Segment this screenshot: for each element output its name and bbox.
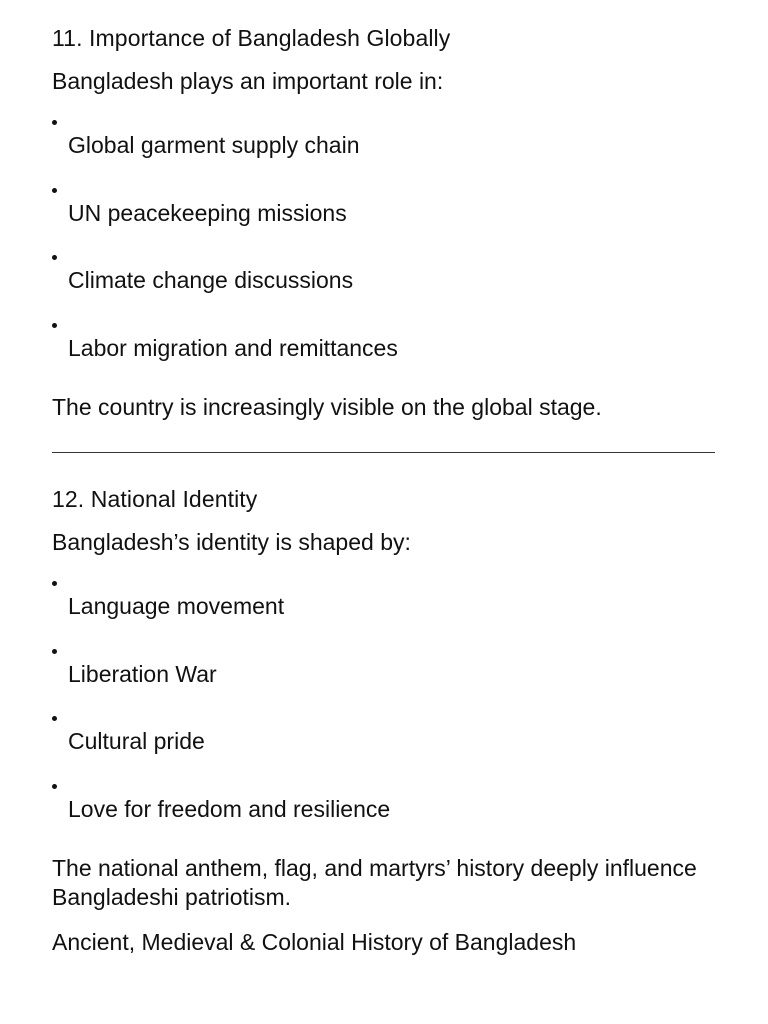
section-heading: 11. Importance of Bangladesh Globally — [52, 25, 451, 51]
bullet-icon — [52, 649, 57, 654]
list-item-text: Language movement — [68, 593, 285, 619]
bullet-icon — [52, 784, 57, 789]
list-item-text: UN peacekeeping missions — [68, 199, 347, 226]
list-item-text: Cultural pride — [68, 728, 205, 754]
bullet-icon — [52, 188, 57, 193]
section-heading: 12. National Identity — [52, 486, 258, 512]
section-national-identity — [52, 483, 716, 912]
list-item-text: Liberation War — [68, 660, 217, 687]
list-item — [52, 313, 716, 381]
section-intro: Bangladesh’s identity is shaped by: — [52, 529, 411, 555]
bullet-icon — [52, 255, 57, 260]
list-item — [52, 110, 716, 178]
bullet-list — [52, 571, 716, 841]
list-item-text: Climate change discussions — [68, 267, 354, 293]
bullet-icon — [52, 716, 57, 721]
list-item — [52, 774, 716, 842]
bullet-icon — [52, 323, 57, 328]
section-divider — [52, 452, 715, 453]
bullet-list — [52, 110, 716, 380]
list-item-text: Love for freedom and resilience — [68, 795, 391, 822]
section-closing: The country is increasingly visible on the global stage. — [52, 394, 602, 420]
list-item — [52, 571, 716, 639]
list-item — [52, 178, 716, 246]
list-item-text: Global garment supply chain — [68, 132, 360, 158]
list-item — [52, 639, 716, 707]
bullet-icon — [52, 581, 57, 586]
next-section-heading: Ancient, Medieval & Colonial History of Bangladesh — [52, 929, 577, 955]
list-item — [52, 245, 716, 313]
list-item — [52, 706, 716, 774]
section-intro: Bangladesh plays an important role in: — [52, 68, 444, 94]
list-item-text: Labor migration and remittances — [68, 334, 398, 361]
document-page — [52, 22, 716, 957]
section-importance-globally — [52, 22, 716, 422]
section-closing: The national anthem, flag, and martyrs’ history deeply influence Bangladeshi patriotism. — [52, 855, 697, 910]
bullet-icon — [52, 120, 57, 125]
